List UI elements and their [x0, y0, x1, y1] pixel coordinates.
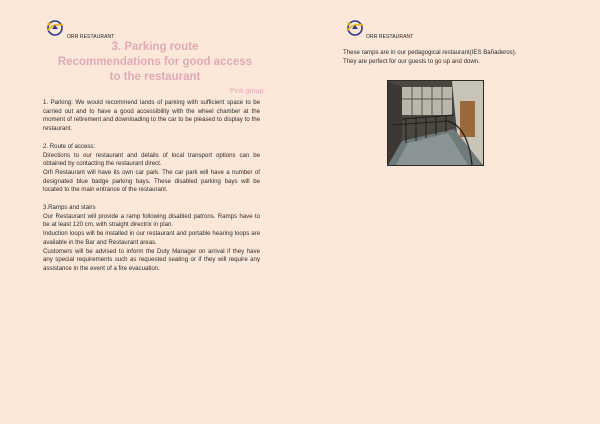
caption-line: They are perfect for our guests to go up and down.: [343, 58, 480, 65]
logo-text: ORR RESTAURANT: [67, 34, 115, 40]
section-heading: 3.Ramps and stairs: [43, 204, 96, 212]
title-line: 3. Parking route: [111, 41, 199, 53]
paragraph: Our Restaurant will provide a ramp following disabled patrons. Ramps have to be at least 120 cm, with straight directrix in plan.: [43, 212, 260, 229]
logo-text: ORR RESTAURANT: [366, 34, 414, 40]
photo-caption: [343, 48, 563, 66]
ramp-photo: [387, 80, 484, 166]
title-line: Recommendations for good access: [57, 56, 253, 68]
group-label: Pink group: [230, 88, 264, 95]
caption-line: These ramps are in our pedagogical restaurant(IES Bañaderos).: [343, 49, 517, 56]
paragraph: Customers will be advised to inform the Duty Manager on arrival if they have any special requirements such as requested seating or if they will require any assistance in the event of a fire evacuation.: [43, 247, 260, 272]
body-text: [43, 99, 260, 274]
paragraph: Orfi Restaurant will have its own car park. The car park will have a number of designated blue badge parking bays. These disabled parking bays will be located to the main entrance of the restaurant.: [43, 168, 260, 194]
paragraph: Directions to our restaurant and details of local transport options can be obtained by contacting the restaurant direct.: [43, 151, 260, 168]
restaurant-logo-icon: [343, 19, 365, 37]
title-line: to the restaurant: [109, 71, 201, 83]
restaurant-logo-icon: [43, 19, 65, 37]
paragraph: 1. Parking: We would recommend lands of parking with sufficient space to be carried out and to have a good accessibility with the wheel chamber at the moment of retirement and downloading to the car to be pleased to display to the restaurant.: [43, 99, 260, 133]
page-title: [40, 40, 270, 85]
paragraph: Induction loops will be installed in our restaurant and portable hearing loops are available in the Bar and Restaurant areas.: [43, 230, 260, 246]
section-heading: 2. Route of access:: [43, 142, 96, 150]
ramp-photo-icon: [388, 81, 483, 165]
